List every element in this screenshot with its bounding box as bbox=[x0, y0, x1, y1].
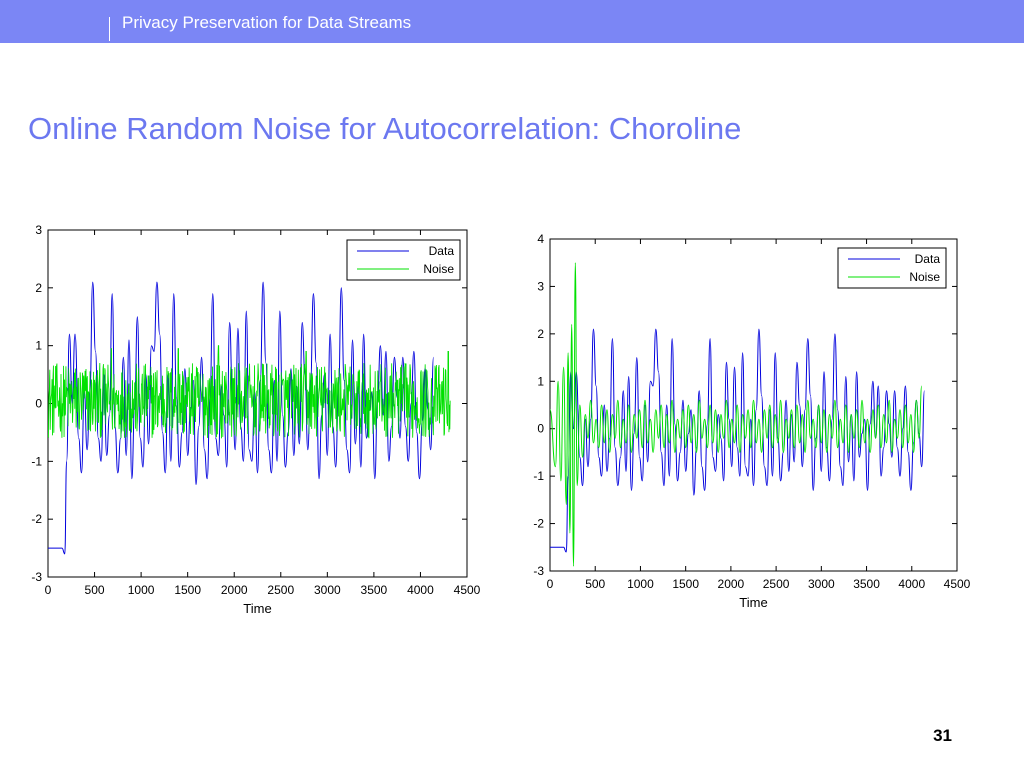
legend-label-data: Data bbox=[428, 244, 454, 258]
x-tick-label: 2500 bbox=[267, 583, 295, 597]
x-tick-label: 3500 bbox=[853, 577, 880, 591]
y-tick-label: 2 bbox=[35, 280, 42, 295]
x-tick-label: 4000 bbox=[407, 583, 434, 597]
header-title: Privacy Preservation for Data Streams bbox=[122, 13, 412, 32]
x-tick-label: 0 bbox=[546, 577, 554, 591]
y-tick-label: -2 bbox=[31, 512, 42, 527]
y-tick-label: 1 bbox=[537, 374, 544, 389]
page-number: 31 bbox=[933, 726, 952, 745]
y-tick-label: 0 bbox=[35, 396, 42, 411]
y-tick-label: -3 bbox=[533, 564, 544, 578]
x-tick-label: 500 bbox=[585, 577, 606, 591]
x-tick-label: 3500 bbox=[360, 583, 388, 597]
y-tick-label: -1 bbox=[533, 469, 544, 484]
legend-label-noise: Noise bbox=[909, 270, 940, 284]
y-tick-label: 0 bbox=[537, 421, 544, 436]
y-tick-label: 3 bbox=[537, 279, 544, 294]
x-axis-label: Time bbox=[243, 601, 272, 616]
chart-plot-group bbox=[533, 232, 970, 610]
y-tick-label: -1 bbox=[31, 454, 42, 469]
x-tick-label: 4500 bbox=[943, 577, 971, 591]
y-tick-label: 2 bbox=[537, 326, 544, 341]
x-tick-label: 1000 bbox=[127, 583, 155, 597]
x-tick-label: 1500 bbox=[174, 583, 202, 597]
x-tick-label: 0 bbox=[44, 583, 52, 597]
legend-label-noise: Noise bbox=[423, 262, 454, 276]
x-axis-label: Time bbox=[739, 595, 768, 610]
legend-label-data: Data bbox=[914, 252, 940, 266]
x-tick-label: 2500 bbox=[762, 577, 790, 591]
y-tick-label: -3 bbox=[31, 570, 42, 584]
y-tick-label: 4 bbox=[537, 232, 544, 246]
x-tick-label: 4500 bbox=[453, 583, 481, 597]
x-tick-label: 3000 bbox=[807, 577, 835, 591]
y-tick-label: 3 bbox=[35, 223, 42, 237]
x-tick-label: 3000 bbox=[313, 583, 341, 597]
chart-legend bbox=[838, 248, 946, 288]
slide-title: Online Random Noise for Autocorrelation: Choroline bbox=[28, 111, 742, 146]
x-tick-label: 1500 bbox=[672, 577, 700, 591]
x-tick-label: 1000 bbox=[627, 577, 654, 591]
x-tick-label: 2000 bbox=[220, 583, 248, 597]
y-tick-label: 1 bbox=[35, 338, 42, 353]
x-tick-label: 500 bbox=[84, 583, 105, 597]
x-tick-label: 4000 bbox=[898, 577, 926, 591]
y-tick-label: -2 bbox=[533, 516, 544, 531]
x-tick-label: 2000 bbox=[717, 577, 745, 591]
